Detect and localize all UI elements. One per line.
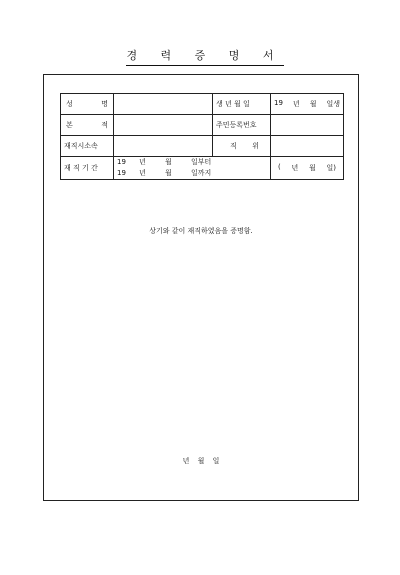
period-to-month-unit: 월 [165,169,172,177]
name-field[interactable] [114,94,213,115]
position-label-char-2: 위 [252,142,259,150]
table-row [61,136,344,157]
table-row [61,115,344,136]
birth-day-unit: 일생 [326,100,340,108]
period-to-line [117,168,267,179]
table-row [61,94,344,115]
resident-number-label: 주민등록번호 [213,115,271,136]
birth-year-prefix: 19 [274,99,283,107]
period-from-day-unit: 일부터 [191,158,212,166]
position-label [213,136,271,157]
period-to-day-unit: 일까지 [191,169,212,177]
name-label [61,94,114,115]
hometown-field[interactable] [114,115,213,136]
document-title-text: 경 력 증 명 서 [126,47,283,66]
period-dates-field[interactable] [114,157,271,180]
period-to-year: 19 [117,169,126,177]
period-from-month-unit: 월 [165,158,172,166]
certification-statement: 상기와 같이 재직하였음을 증명함. [149,227,253,235]
name-label-char-1: 성 [66,100,73,108]
hometown-label [61,115,114,136]
department-label: 재직시소속 [61,136,114,157]
period-total-open: ( [278,163,281,171]
birth-field[interactable] [271,94,344,115]
issue-date: 년 월 일 [182,457,220,465]
period-label: 재 직 기 간 [61,157,114,180]
period-from-year-unit: 년 [139,158,146,166]
department-field[interactable] [114,136,213,157]
name-label-char-2: 명 [101,100,108,108]
period-from-line [117,157,267,168]
document-frame [43,74,359,501]
period-total-day-unit: 일) [326,164,336,172]
birth-label: 생 년 월 일 [213,94,271,115]
resident-number-field[interactable] [271,115,344,136]
birth-year-unit: 년 [292,100,300,108]
hometown-label-char-2: 적 [101,121,108,129]
birth-month-unit: 월 [309,100,317,108]
period-from-year: 19 [117,158,126,166]
document-title [0,47,400,66]
period-to-year-unit: 년 [139,169,146,177]
position-field[interactable] [271,136,344,157]
career-info-table [60,93,344,180]
period-total-year-unit: 년 [291,164,299,172]
period-total-field[interactable] [271,157,344,180]
position-label-char-1: 직 [230,142,237,150]
table-row [61,157,344,180]
hometown-label-char-1: 본 [66,121,73,129]
period-total-month-unit: 월 [308,164,316,172]
